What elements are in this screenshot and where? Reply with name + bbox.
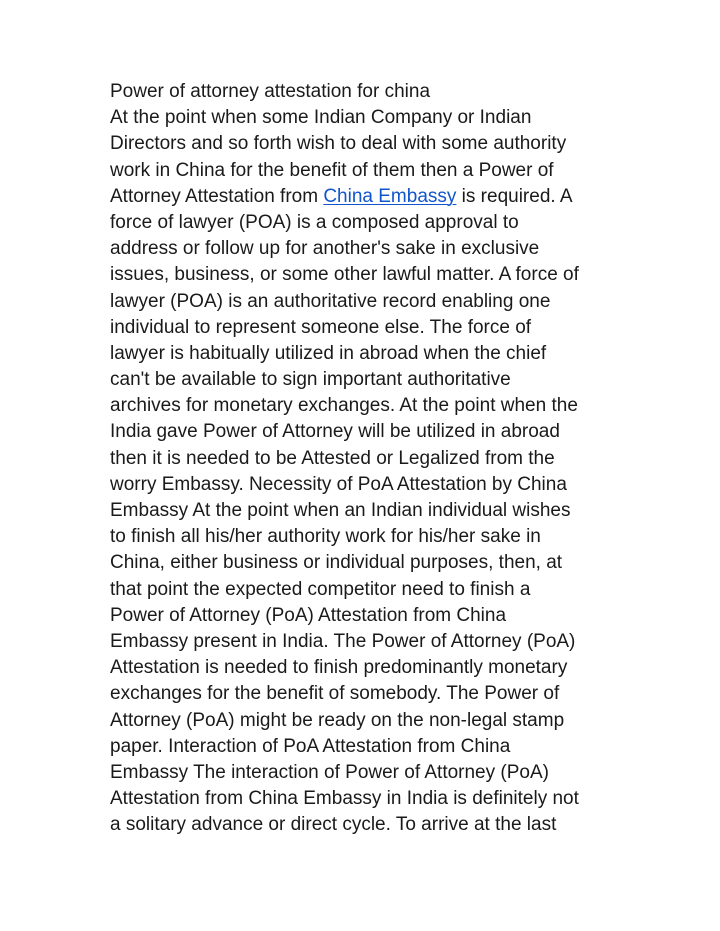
china-embassy-link[interactable]: China Embassy — [323, 185, 457, 207]
body-line: can't be available to sign important authoritative — [110, 369, 511, 391]
body-line: a solitary advance or direct cycle. To arrive at the last — [110, 814, 557, 836]
body-line: Power of Attorney (PoA) Attestation from China — [110, 604, 507, 626]
body-line: Attestation is needed to finish predominantly monetary — [110, 657, 568, 679]
body-line: individual to represent someone else. The force of — [110, 316, 532, 338]
document-body — [110, 79, 610, 838]
body-line: exchanges for the benefit of somebody. The Power of — [110, 683, 560, 705]
body-line: At the point when some Indian Company or Indian — [110, 107, 532, 129]
body-line: archives for monetary exchanges. At the point when the — [110, 395, 578, 417]
body-line: worry Embassy. Necessity of PoA Attestation by China — [110, 473, 567, 495]
body-line: issues, business, or some other lawful matter. A force of — [110, 264, 579, 286]
body-line: lawyer is habitually utilized in abroad when the chief — [110, 342, 547, 364]
document-title: Power of attorney attestation for china — [110, 81, 431, 102]
body-line: to finish all his/her authority work for his/her sake in — [110, 526, 541, 548]
body-line: that point the expected competitor need to finish a — [110, 578, 531, 600]
body-line: Directors and so forth wish to deal with some authority — [110, 133, 567, 155]
link-line-suffix: is required. A — [456, 185, 573, 207]
body-line: address or follow up for another's sake in exclusive — [110, 238, 540, 260]
body-line-with-link — [110, 184, 610, 210]
body-line: lawyer (POA) is an authoritative record enabling one — [110, 290, 551, 312]
body-line: work in China for the benefit of them then a Power of — [110, 159, 554, 181]
body-line: India gave Power of Attorney will be utilized in abroad — [110, 421, 560, 443]
body-line: Attorney (PoA) might be ready on the non-legal stamp — [110, 709, 565, 731]
body-line: Embassy present in India. The Power of Attorney (PoA) — [110, 630, 576, 652]
body-line: Embassy At the point when an Indian individual wishes — [110, 500, 571, 521]
body-line: then it is needed to be Attested or Legalized from the — [110, 447, 555, 469]
body-line: Attestation from China Embassy in India is definitely not — [110, 788, 579, 810]
body-line: China, either business or individual purposes, then, at — [110, 552, 563, 574]
link-line-prefix: Attorney Attestation from — [110, 185, 324, 207]
body-line: paper. Interaction of PoA Attestation from China — [110, 735, 511, 757]
body-line: force of lawyer (POA) is a composed approval to — [110, 211, 519, 233]
body-line: Embassy The interaction of Power of Attorney (PoA) — [110, 761, 549, 783]
